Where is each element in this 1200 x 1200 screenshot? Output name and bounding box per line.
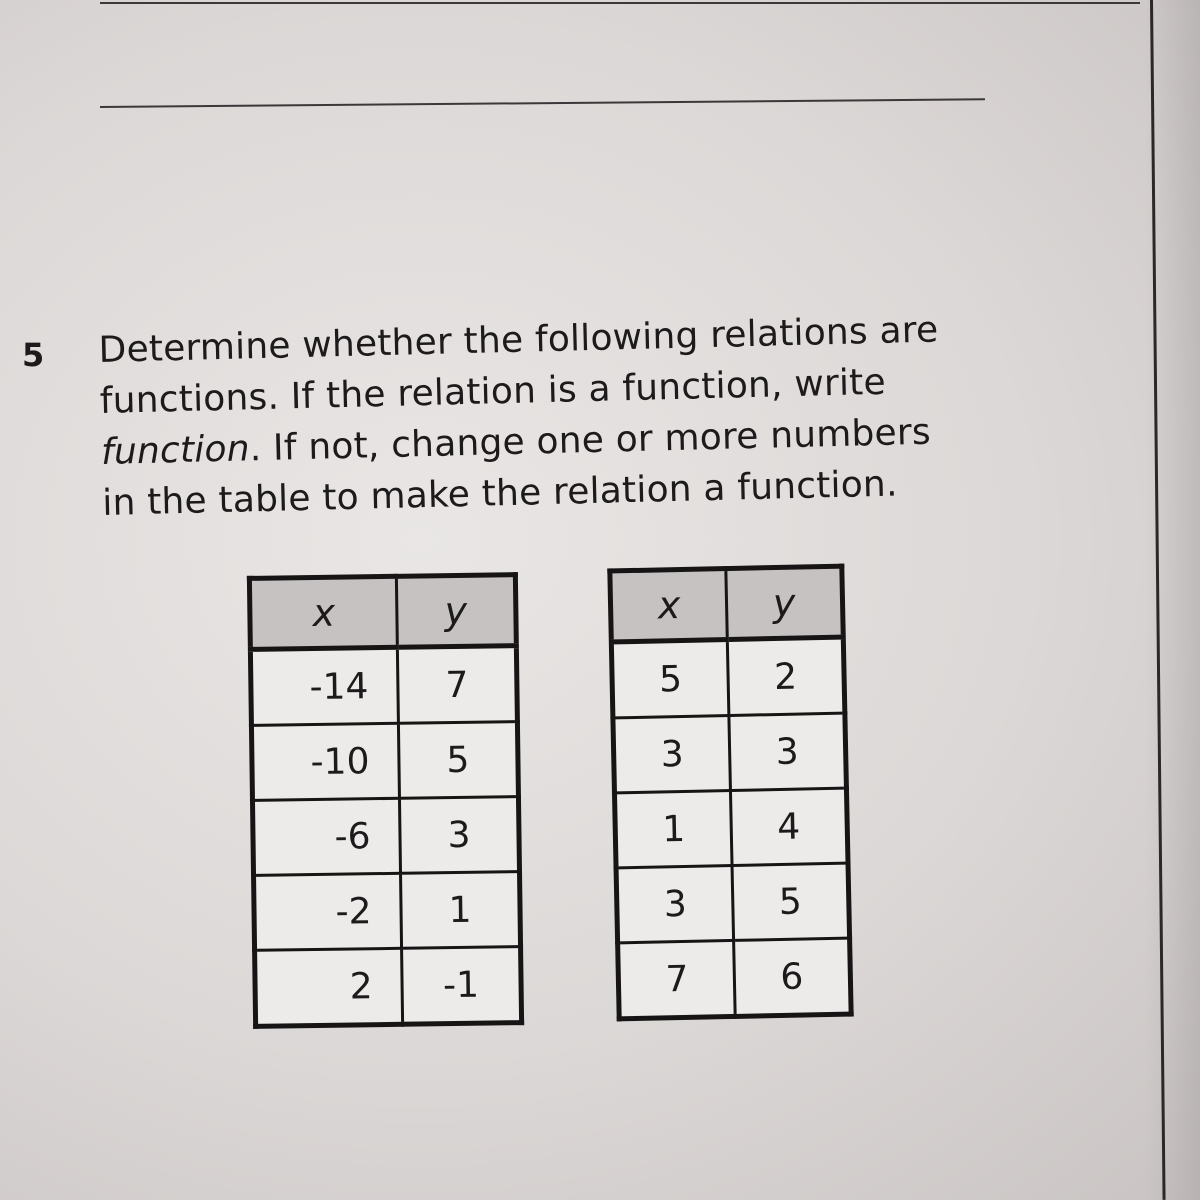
cell-y: 3 <box>399 797 519 874</box>
table-row <box>251 722 518 801</box>
cell-y: 5 <box>732 863 850 940</box>
cell-x: 3 <box>613 716 731 793</box>
cell-y: 4 <box>730 788 848 865</box>
table-header-row <box>610 566 843 642</box>
question-line: Determine whether the following relations are <box>98 309 939 371</box>
table-row <box>255 947 522 1027</box>
table-row <box>611 637 845 718</box>
question-line: in the table to make the relation a function. <box>101 463 899 524</box>
question-number: 5 <box>22 336 45 374</box>
answer-line <box>100 2 1140 4</box>
table-row <box>613 713 847 793</box>
table-row <box>616 863 850 943</box>
relation-table-2 <box>607 564 853 1022</box>
column-header-y: y <box>726 566 843 639</box>
cell-x: 3 <box>616 865 734 942</box>
answer-line <box>100 98 985 108</box>
cell-y: 7 <box>397 646 517 724</box>
column-header-y: y <box>396 575 516 648</box>
table-row <box>618 938 852 1019</box>
cell-y: 1 <box>401 872 521 949</box>
table-row <box>254 872 521 951</box>
cell-x: 1 <box>614 791 732 868</box>
question-line: functions. If the relation is a function, write <box>99 361 887 422</box>
question-line-rest: . If not, change one or more numbers <box>249 411 932 470</box>
relation-table-1 <box>247 572 524 1029</box>
cell-y: -1 <box>402 947 522 1025</box>
cell-y: 5 <box>398 722 518 799</box>
column-header-x: x <box>249 576 397 649</box>
cell-x: -6 <box>252 798 400 875</box>
table-row <box>614 788 848 868</box>
cell-y: 3 <box>729 713 847 790</box>
table-row <box>250 646 517 726</box>
table-row <box>252 797 519 876</box>
column-header-x: x <box>610 569 727 642</box>
cell-x: 2 <box>255 948 403 1026</box>
table-header-row <box>249 575 516 650</box>
question-italic-word: function <box>100 428 251 473</box>
cell-x: -10 <box>251 723 399 800</box>
cell-x: -14 <box>250 647 398 725</box>
cell-y: 6 <box>734 938 852 1016</box>
question-text <box>98 301 1103 529</box>
cell-x: 7 <box>618 940 736 1018</box>
cell-x: -2 <box>254 873 402 950</box>
cell-y: 2 <box>727 637 845 715</box>
cell-x: 5 <box>611 640 729 718</box>
